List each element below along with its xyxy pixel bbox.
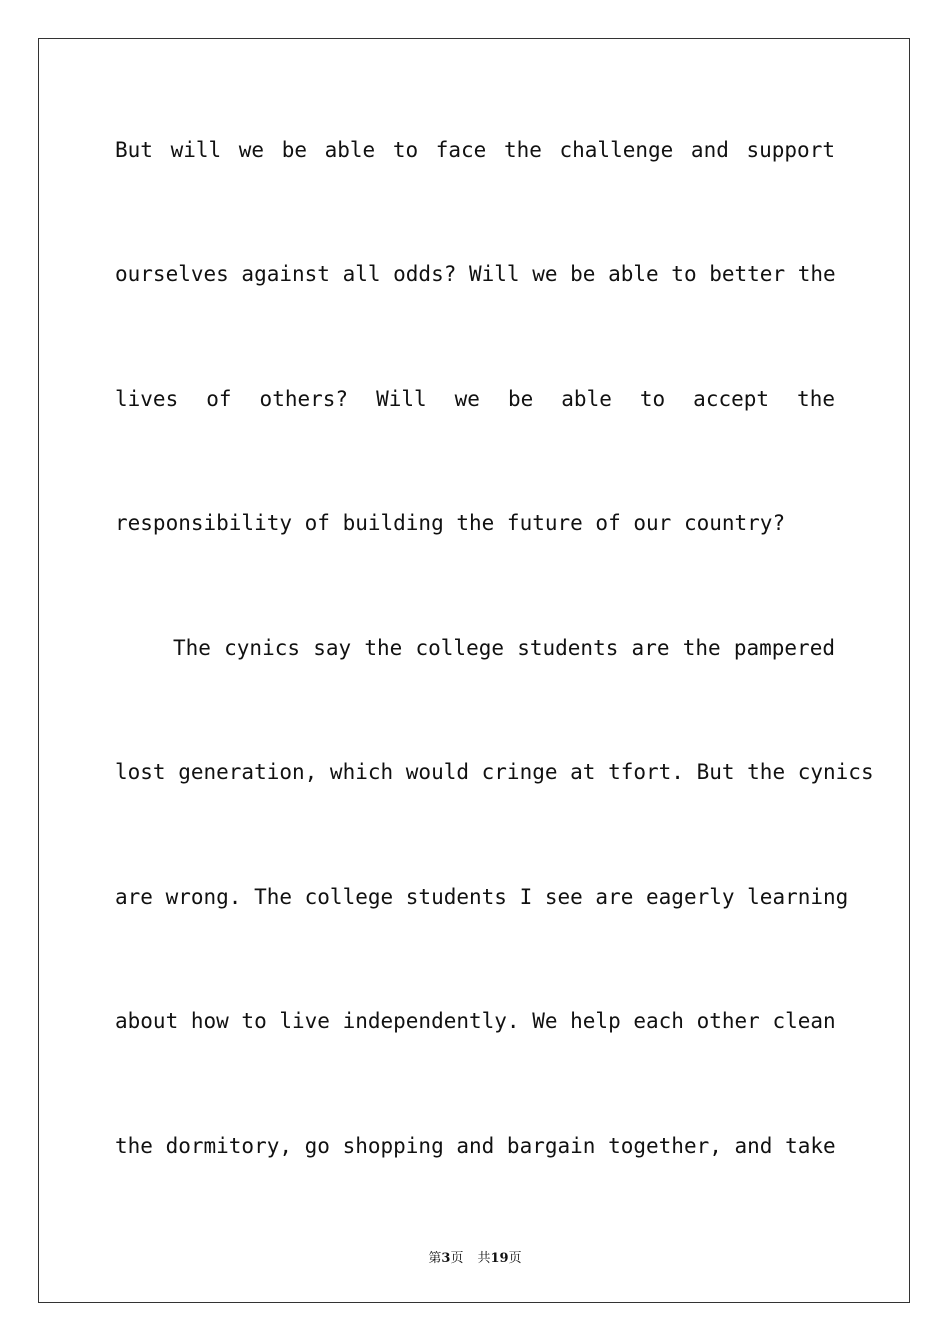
- page-footer: [0, 1247, 950, 1266]
- footer-page-prefix: 第: [428, 1251, 442, 1266]
- body-text-line-7: are wrong. The college students I see are eagerly learning: [115, 885, 849, 909]
- body-text-line-1: But will we be able to face the challenge and support: [115, 138, 835, 162]
- body-text-line-4: responsibility of building the future of our country?: [115, 511, 786, 535]
- footer-total-prefix: 共: [477, 1251, 491, 1266]
- body-text-line-6: lost generation, which would cringe at tfort. But the cynics: [115, 760, 874, 784]
- footer-page-number: 3: [441, 1251, 451, 1266]
- footer-total-suffix: 页: [508, 1251, 522, 1266]
- page-frame: [38, 38, 910, 1303]
- body-text-line-5: The cynics say the college students are the pampered: [173, 636, 835, 660]
- body-text-line-9: the dormitory, go shopping and bargain together, and take: [115, 1134, 836, 1158]
- footer-page-suffix: 页: [450, 1251, 464, 1266]
- body-text-line-3: lives of others? Will we be able to accept the: [115, 387, 835, 411]
- body-text-line-2: ourselves against all odds? Will we be able to better the: [115, 262, 836, 286]
- footer-total-pages: 19: [490, 1251, 509, 1266]
- body-text-line-8: about how to live independently. We help each other clean: [115, 1009, 836, 1033]
